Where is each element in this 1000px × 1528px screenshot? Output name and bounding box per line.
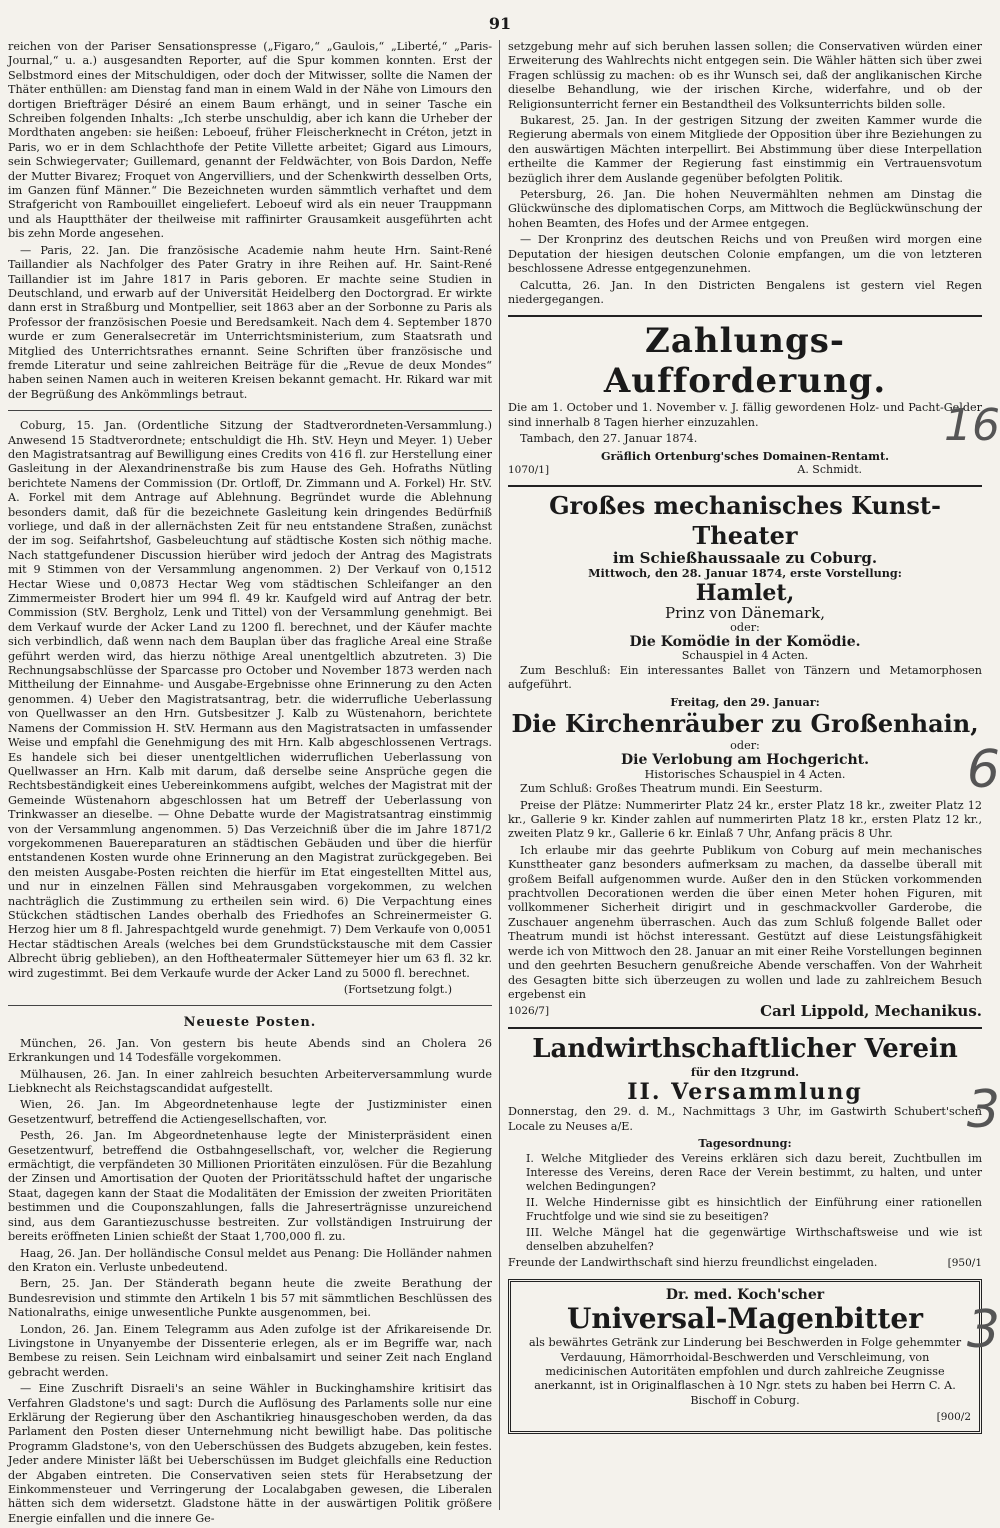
ad-signature-row (508, 1256, 982, 1270)
news-item: Bern, 25. Jan. Der Ständerath begann heute die zweite Berathung der Bundesrevision und stimmte den Artikeln 1 bis 57 mit sämmtlichen Beschlüssen des Nationalraths, einige unwesentliche Punkte ausgenommen, bei. (8, 1277, 492, 1320)
ad-reference: [900/2 (936, 1411, 971, 1424)
ad-play-alt-title: Die Komödie in der Komödie. (629, 633, 861, 650)
page-number: 91 (488, 14, 512, 33)
ad-title: Großes mechanisches Kunst-Theater (549, 491, 941, 551)
agenda-item: II. Welche Hindernisse gibt es hinsichtlich der Einführung einer rationellen Fruchtfolge und wie sind sie zu beseitigen? (526, 1196, 982, 1224)
column-divider (499, 40, 500, 1510)
ad-maker: Dr. med. Koch'scher (665, 1286, 825, 1303)
news-item: Haag, 26. Jan. Der holländische Consul meldet aus Penang: Die Holländer nahmen den Kraton ein. Verluste unbedeutend. (8, 1246, 492, 1274)
ad-theater (508, 485, 982, 1021)
left-column (8, 40, 492, 1528)
ad-play-genre: Historisches Schauspiel in 4 Acten. (644, 767, 846, 781)
ad-play-title: Die Kirchenräuber zu Großenhain, (511, 709, 979, 738)
news-item: London, 26. Jan. Einem Telegramm aus Aden zufolge ist der Afrikareisende Dr. Livingstone in Unyanyembe der Dissenterie erlegen, als er im Begriffe war, nach Bembese zu reisen. Sein Leichnam wird einbalsamirt und seiner Zeit nach England gebracht werden. (8, 1322, 492, 1379)
news-item: Pesth, 26. Jan. Im Abgeordnetenhause legte der Ministerpräsident einen Gesetzentwurf, betreffend die Ostbahngesellschaft, vor, welcher die Regierung ermächtigt, die verpfändeten 30 Millionen Prioritäten einzulösen. Für die Bezahlung der Zinsen und Amortisation der Quoten der Prioritätsschuld haftet der ungarische Staat, dagegen kann der Staat die Modalitäten der Emission der zweiten Prioritäten bestimmen und die Couponszahlungen, falls die Jahreserträgnisse unzureichend sind, aus dem Garantiezuschusse bestreiten. Zur vollständigen Instruirung der bereits eröffneten Linien schießt der Staat 1,700,000 fl. zu. (8, 1129, 492, 1244)
ad-signature-row (508, 463, 982, 477)
ad-signature-row (508, 1002, 982, 1021)
ad-prices: Preise der Plätze: Nummerirter Platz 24 kr., erster Platz 18 kr., zweiter Platz 12 kr., Gallerie 9 kr. Kinder zahlen auf nummerirten Platz 18 kr., ersten Platz 12 kr., zweiten Platz 9 kr., Gallerie 6 kr. Einlaß 7 Uhr, Anfang präcis 8 Uhr. (508, 798, 982, 841)
pencil-mark: 3 (966, 1080, 1000, 1140)
news-item: — Der Kronprinz des deutschen Reichs und von Preußen wird morgen eine Deputation der hiesigen deutschen Colonie empfangen, um die von letzteren beschlossene Adresse entgegenzunehmen. (508, 233, 982, 276)
agenda-item: III. Welche Mängel hat die gegenwärtige Wirthschaftsweise und wie ist denselben abzuhelfen? (526, 1226, 982, 1254)
news-item: Petersburg, 26. Jan. Die hohen Neuvermählten nehmen am Dinstag die Glückwünsche des diplomatischen Corps, am Mittwoch die Beglückwünschung der hohen Beamten, des Hofes und der Armee entgegen. (508, 188, 982, 230)
news-item: Calcutta, 26. Jan. In den Districten Bengalens ist gestern viel Regen niedergegangen. (508, 278, 982, 306)
divider (8, 1005, 492, 1006)
ad-place-date: Tambach, den 27. Januar 1874. (520, 432, 698, 446)
continued-note: (Fortsetzung folgt.) (343, 983, 452, 996)
ad-body: Die am 1. October und 1. November v. J. fällig gewordenen Holz- und Pacht-Gelder sind innerhalb 8 Tagen hierher einzuzahlen. (508, 401, 982, 429)
pencil-mark: 3 (966, 1300, 1000, 1360)
ad-stomach-bitters (508, 1279, 982, 1434)
ad-show-date: Mittwoch, den 28. Januar 1874, erste Vorstellung: (588, 565, 902, 580)
ad-or: oder: (730, 739, 760, 752)
news-item: — Eine Zuschrift Disraeli's an seine Wähler in Buckinghamshire kritisirt das Verfahren Gladstone's und sagt: Durch die Auflösung des Parlaments solle nur eine Erklärung der Regierung über den Aschantikrieg hinausgeschoben werden, da das Parlament den Posten dieser Unternehmung nicht bewilligt habe. Das politische Programm Gladstone's, von den Ueberschüssen des Budgets abzugeben, kein festes. Jeder andere Minister läßt bei Ueberschüssen im Budget gleichfalls eine Reduction der Abgaben eintreten. Die Conservativen seien stets für Herabsetzung der Einkommensteuer und Verringerung der Localabgaben gewesen, die Liberalen hätten sich dem widersetzt. Gladstone hätte in der auswärtigen Politik größere Energie einfallen und die innere Ge- (8, 1382, 492, 1525)
ad-office: Gräflich Ortenburg'sches Domainen-Rentamt. (600, 448, 890, 463)
ad-play-alt-title: Die Verlobung am Hochgericht. (620, 752, 870, 769)
ad-body: Ich erlaube mir das geehrte Publikum von Coburg auf mein mechanisches Kunsttheater ganz besonders aufmerksam zu machen, da dasselbe überall mit großem Beifall aufgenommen wurde. Außer den in den Stücken vorkommenden prachtvollen Decorationen werden die über einen Meter hohen Figuren, mit vollkommener Sicherheit dirigirt und in geschmackvoller Garderobe, die Zuschauer angenehm überraschen. Auch das zum Schluß folgende Ballet oder Theatrum mundi ist höchst interessant. Gestützt auf diese Leistungsfähigkeit werde ich von Mittwoch den 28. Januar an mit einer Reihe Vorstellungen beginnen und den geehrten Besuchern genußreiche Abende verschaffen. Von der Wahrheit des Gesagten bitte sich überzeugen zu wollen und lade zu zahlreichem Besuch ergebenst ein (508, 843, 982, 1001)
pencil-mark: 6 (966, 740, 1000, 800)
ad-play-genre: Schauspiel in 4 Acten. (681, 649, 809, 663)
ad-venue: im Schießhaussaale zu Coburg. (612, 549, 878, 568)
ad-signer: Carl Lippold, Mechanikus. (760, 1002, 982, 1021)
ad-body: als bewährtes Getränk zur Linderung bei Beschwerden in Folge gehemmter Verdauung, Hämorrhoidal-Beschwerden und Verschleimung, von medicinischen Autoritäten empfohlen und durch zahlreiche Zeugnisse anerkannt, ist in Originalflaschen à 10 Ngr. stets zu haben bei Herrn C. A. Bischoff in Coburg. (528, 1336, 962, 1407)
ad-payment-notice (508, 315, 982, 477)
ad-closing: Freunde der Landwirthschaft sind hierzu freundlichst eingeladen. (508, 1256, 878, 1270)
ad-agricultural-association (508, 1027, 982, 1271)
news-item: Wien, 26. Jan. Im Abgeordnetenhause legte der Justizminister einen Gesetzentwurf, betreffend die Actiengesellschaften, vor. (8, 1098, 492, 1126)
ad-meeting: II. Versammlung (627, 1079, 863, 1106)
article-paris-academy: — Paris, 22. Jan. Die französische Academie nahm heute Hrn. Saint-René Taillandier als Nachfolger des Pater Gratry in ihre Reihen auf. Hr. Saint-René Taillandier ist im Jahre 1817 in Paris geboren. Er machte seine Studien in Deutschland, und erwarb auf der Universität Heidelberg den Doctorgrad. Er wirkte dann erst in Straßburg und Montpellier, seit 1863 aber an der Sorbonne zu Paris als Professor der französischen Poesie und Beredsamkeit. Nach dem 4. September 1870 wurde er zum Generalsecretär im Unterrichtsministerium, zum Staatsrath und Mitglied des Unterrichtsrathes ernannt. Seine Schriften über französische und fremde Literatur und seine zahlreichen Beiträge für die „Revue de deux Mondes“ haben seinen Namen auch in weiteren Kreisen bekannt gemacht. Hr. Rikard war mit der Begrüßung des Ankömmlings betraut. (8, 243, 492, 401)
ad-play-subtitle: Prinz von Dänemark, (664, 604, 826, 623)
news-item: Mülhausen, 26. Jan. In einer zahlreich besuchten Arbeiterversammlung wurde Liebknecht als Reichstagscandidat aufgestellt. (8, 1067, 492, 1096)
ad-subtitle: für den Itzgrund. (690, 1064, 800, 1079)
ad-title: Landwirthschaftlicher Verein (532, 1033, 958, 1064)
news-heading: Neueste Posten. (183, 1015, 317, 1031)
news-item: Bukarest, 25. Jan. In der gestrigen Sitzung der zweiten Kammer wurde die Regierung abermals von einem Mitgliede der Opposition über ihre Beziehungen zu den auswärtigen Mächten interpellirt. Bei Abstimmung über diese Interpellation ertheilte die Kammer der Regierung fast einstimmig ein Vertrauensvotum bezüglich ihrer dem Auslande gegenüber befolgten Politik. (508, 114, 982, 185)
pencil-mark: 16 (944, 400, 1000, 451)
ad-agenda (526, 1152, 982, 1254)
ad-when: Donnerstag, den 29. d. M., Nachmittags 3 Uhr, im Gastwirth Schubert'schen Locale zu Neuses a/E. (508, 1105, 982, 1133)
ad-show-date: Freitag, den 29. Januar: (670, 694, 820, 709)
ad-title: Zahlungs-Aufforderung. (603, 321, 887, 402)
ad-title: Universal-Magenbitter (567, 1302, 923, 1336)
news-item: München, 26. Jan. Von gestern bis heute Abends sind an Cholera 26 Erkrankungen und 14 Todesfälle vorgekommen. (8, 1036, 492, 1065)
ad-signer: A. Schmidt. (797, 462, 862, 476)
ad-closing: Zum Schluß: Großes Theatrum mundi. Ein Seesturm. (520, 782, 823, 796)
article-paris-scandal: reichen von der Pariser Sensationspresse („Figaro,“ „Gaulois,“ „Liberté,“ „Paris-Journal,“ u. a.) ausgesandten Reporter, auf die Spur kommen konnten. Erst der Selbstmord eines der Mitschuldigen, oder doch der Mitwisser, sollte die Namen der Thäter enthüllen: am Dienstag fand man in einem Wald in der Nähe von Limours den dortigen Briefträger Désiré an einem Baum erhängt, und in seiner Tasche ein Schreiben folgenden Inhalts: „Ich sterbe unschuldig, aber ich kann die Urheber der Mordthaten angeben: sie heißen: Leboeuf, früher Fleischerknecht in Créton, jetzt in Paris, wo er in dem Schlachthofe der Petite Villette arbeitet; Gigard aus Limours, sein Schwiegervater; Guillemard, genannt der Feldwächter, von Bois Dardon, Neffe der Mutter Bivarez; Froquet von Angervilliers, und der Schenkwirth desselben Orts, im Ganzen fünf Männer.“ Die Bezeichneten wurden sämmtlich verhaftet und dem Strafgericht von Rambouillet eingeliefert. Leboeuf wird als ein neuer Trauppmann und als Hauptthäter der theilweise mit raffinirter Grausamkeit ausgeführten acht bis zehn Morde angesehen. (8, 40, 492, 241)
ad-agenda-label: Tagesordnung: (698, 1135, 792, 1150)
agenda-item: I. Welche Mitglieder des Vereins erklären sich dazu bereit, Zuchtbullen im Interesse des Vereins, deren Race der Verein bestimmt, zu halten, und unter welchen Bedingungen? (526, 1152, 982, 1194)
divider (8, 410, 492, 411)
ad-closing: Zum Beschluß: Ein interessantes Ballet von Tänzern und Metamorphosen aufgeführt. (508, 663, 982, 692)
ad-reference: [950/1 (947, 1257, 982, 1270)
news-item: setzgebung mehr auf sich beruhen lassen sollen; die Conservativen würden einer Erweiterung des Wahlrechts nicht entgegen sein. Die Wähler hätten sich über zwei Fragen schlüssig zu machen: ob es ihr Wunsch sei, daß der anglikanischen Kirche dieselbe Behandlung, wie der irischen Kirche, widerfahre, und ob der Religionsunterricht ferner ein Bestandtheil des Volksunterrichts bilden solle. (508, 40, 982, 111)
right-column (508, 40, 982, 1434)
ad-play-title: Hamlet, (695, 580, 795, 607)
ad-or: oder: (730, 620, 760, 634)
ad-reference: 1070/1] (508, 463, 550, 476)
ad-reference: 1026/7] (508, 1005, 550, 1018)
article-coburg-council: Coburg, 15. Jan. (Ordentliche Sitzung der Stadtverordneten-Versammlung.) Anwesend 15 Stadtverordnete; entschuldigt die Hh. StV. Heyn und Meyer. 1) Ueber den Magistratsantrag auf Bewilligung eines Credits von 416 fl. zur Herstellung einer Gasleitung in der Alexandrinenstraße bis zum Hause des Geh. Hofraths Nütling berichtete Namens der Commission (Dr. Ortloff, Dr. Zimmann und A. Forkel) Hr. StV. A. Forkel mit dem Antrage auf Ablehnung. Begründet wurde die Ablehnung besonders damit, daß für die bezeichnete Gasleitung kein dringendes Bedürfniß vorliege, und daß in der allernächsten Zeit für neu entstandene Straßen, zunächst der im sog. Seifahrtshof, Gasbeleuchtung auf städtische Kosten sich nöthig mache. Nach stattgefundener Discussion hierüber wird jedoch der Antrag des Magistrats mit 9 Stimmen von der Versammlung angenommen. 2) Der Verkauf von 0,1512 Hectar Wiese und 0,0873 Hectar Weg vom städtischen Schleifanger an den Zimmermeister Brodert hier um 994 fl. 49 kr. Kaufgeld wird auf Antrag der betr. Commission (StV. Bergholz, Lenk und Tittel) von der Versammlung genehmigt. Bei dem Verkauf wurde der Acker Land zu 1200 fl. berechnet, und der Käufer machte sich verbindlich, daß wenn nach dem Bauplan über das fragliche Areal eine Straße geführt werden wird, das hierzu nöthige Areal unentgeltlich abzutreten. 3) Die Rechnungsabschlüsse der Sparcasse pro October und November 1873 werden nach Mittheilung der Einnahme- und Ausgabe-Ergebnisse ohne Erinnerung zu den Acten genommen. 4) Ueber den Magistratsantrag, betr. die widerrufliche Ueberlassung von Quellwasser an den Hrn. Gutsbesitzer J. Kalb zu Wüstenahorn, berichtete Namens der Commission H. StV. Hermann aus den Magistratsacten in umfassender Weise und empfahl die Genehmigung des mit Hrn. Kalb abgeschlossenen Vertrags. Es handele sich bei dieser unentgeltlichen widerruflichen Ueberlassung von Quellwasser an Hrn. Kalb mit darum, daß derselbe seine Ansprüche gegen die Rechtsbeständigkeit eines Uebereinkommens aufgibt, welches der Magistrat mit der Gemeinde Wüstenahorn abgeschlossen hat um Betreff der Ueberlassung von Trinkwasser an dieselbe. — Ohne Debatte wurde der Magistratsantrag einstimmig von der Versammlung angenommen. 5) Das Verzeichniß über die im Jahre 1871/2 vorgekommenen Bauereparaturen an städtischen Gebäuden und über die hierfür entstandenen Kosten wurde ohne Erinnerung an den Magistrat zurückgegeben. Bei den meisten Ausgabe-Posten reichten die hierfür im Etat eingestellten Mittel aus, und nur in einzelnen Fällen sind Mehrausgaben vorgekommen, zu welchen nachträglich die Zustimmung zu ertheilen sein wird. 6) Die Verpachtung eines Stückchen städtischen Landes oberhalb des Friedhofes an Schreinermeister G. Herzog hier um 8 fl. Jahrespachtgeld wurde genehmigt. 7) Dem Verkaufe von 0,0051 Hectar städtischen Areals (welches bei dem Grundstückstausche mit dem Cassier Albrecht übrig geblieben), an den Hoftheatermaler Süttemeyer hier um 63 fl. 32 kr. wird zugestimmt. Bei dem Verkaufe wurde der Acker Land zu 5000 fl. berechnet. (8, 419, 492, 980)
